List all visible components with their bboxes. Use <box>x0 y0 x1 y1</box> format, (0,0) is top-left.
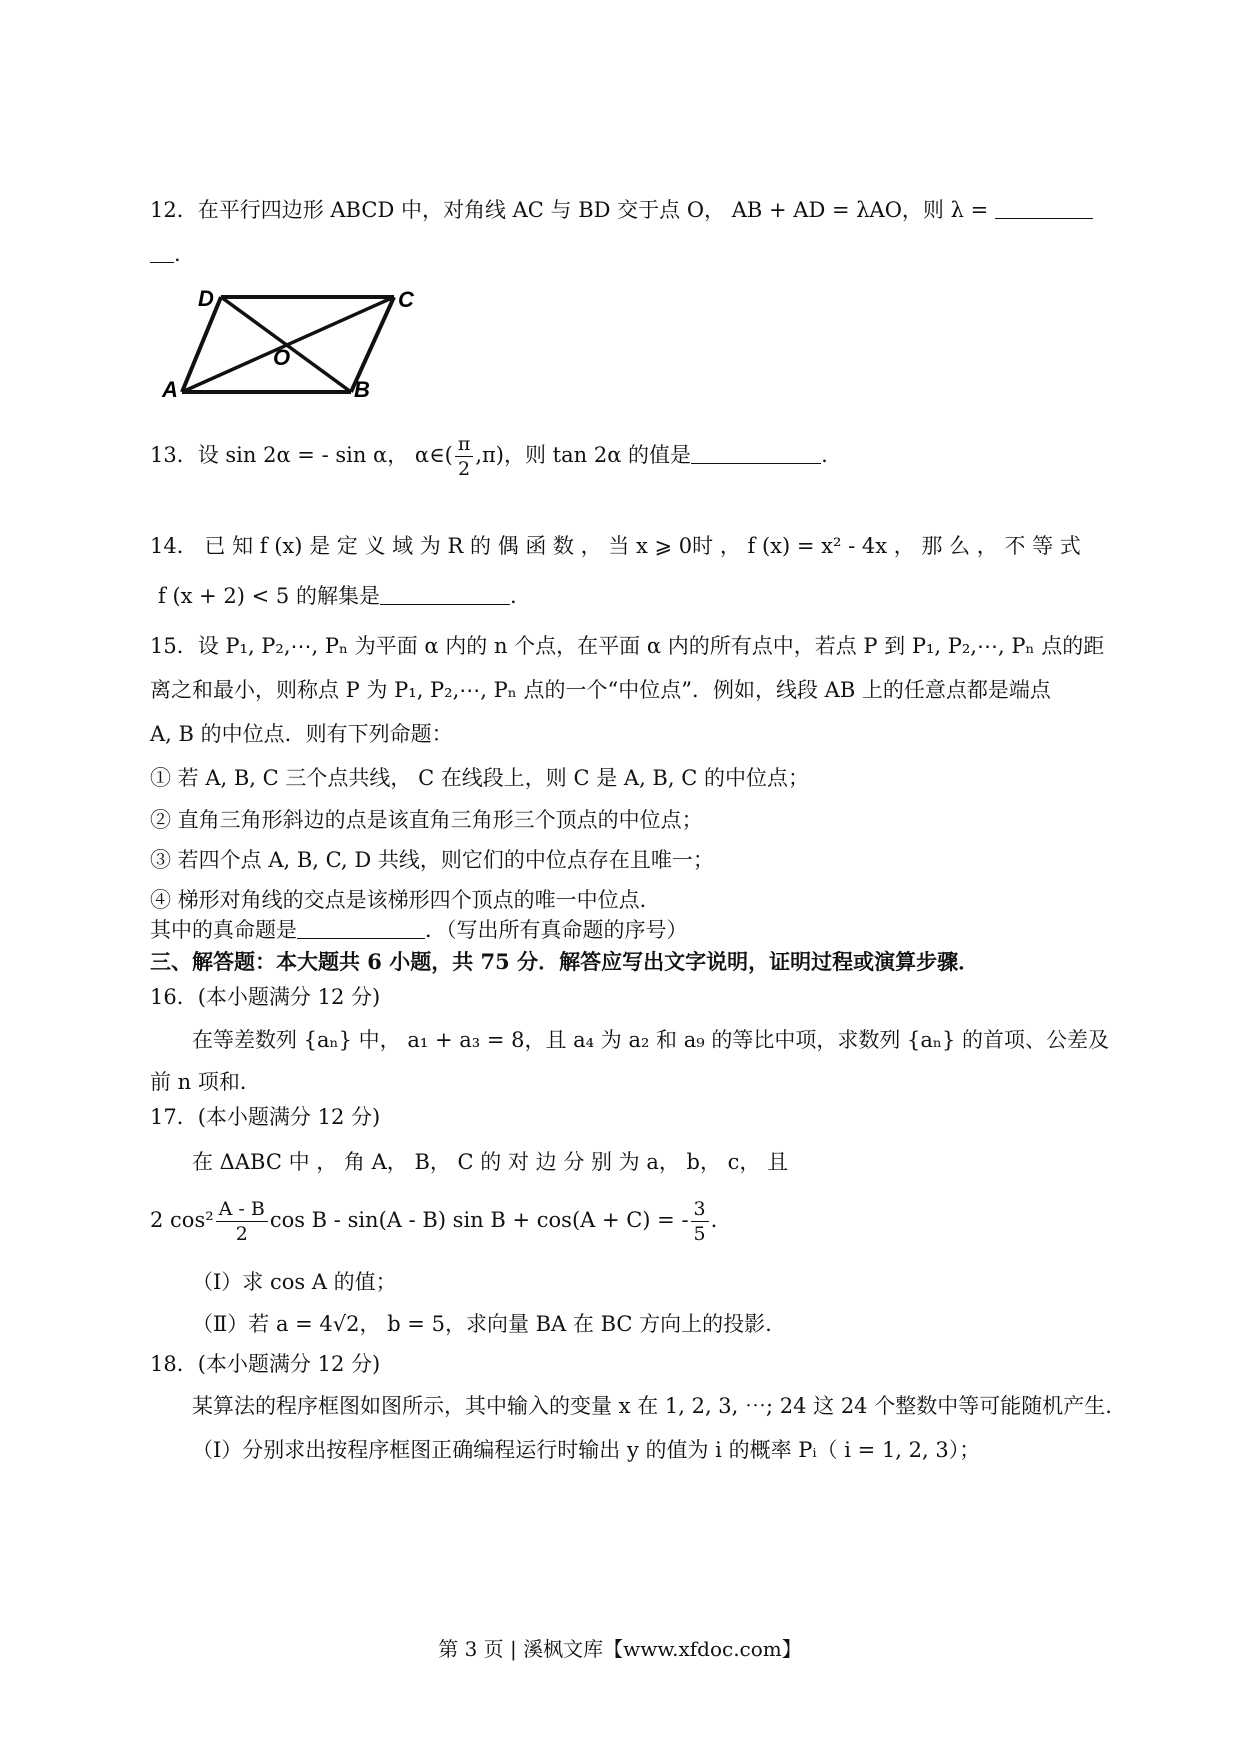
q15-text3: A, B 的中位点．则有下列命题： <box>150 722 453 746</box>
q15-text2: 离之和最小，则称点 P 为 P₁, P₂,⋯, Pₙ 点的一个“中位点”．例如，线段 AB 上的任意点都是端点 <box>150 678 1051 702</box>
q14-line2 <box>158 582 517 610</box>
q17-text1: 在 ΔABC 中 ， 角 A， B， C 的 对 边 分 别 为 a， b， c， 且 <box>192 1150 789 1174</box>
q15-item-4 <box>150 886 661 914</box>
q14-text2: f (x + 2) < 5 的解集是 <box>158 584 380 608</box>
fraction-denominator: 2 <box>235 1223 248 1245</box>
label-d: D <box>198 286 214 311</box>
q13-post: ,π)，则 tan 2α 的值是 <box>475 443 692 467</box>
q12-text: 12．在平行四边形 ABCD 中，对角线 AC 与 BD 交于点 O， AB + AD = λAO，则 λ = <box>150 198 995 222</box>
formula-end: . <box>710 1208 718 1232</box>
q14-line1 <box>150 532 1081 560</box>
q15-item-text: ① 若 A, B, C 三个点共线， C 在线段上，则 C 是 A, B, C 的中位点； <box>150 766 809 790</box>
q12-line2 <box>150 240 181 268</box>
answer-blank <box>995 198 1093 219</box>
q17-part1-text: （Ⅰ）求 cos A 的值； <box>192 1270 397 1294</box>
q17-head <box>150 1103 380 1131</box>
q16-head <box>150 983 380 1011</box>
fraction-3-over-5 <box>691 1197 709 1246</box>
section-heading <box>150 948 979 976</box>
q15-text1: 15．设 P₁, P₂,⋯, Pₙ 为平面 α 内的 n 个点，在平面 α 内的所有点中，若点 P 到 P₁, P₂,⋯, Pₙ 点的距 <box>150 634 1105 658</box>
q15-item-text: ③ 若四个点 A, B, C, D 共线，则它们的中位点存在且唯一； <box>150 848 714 872</box>
answer-blank <box>380 584 510 605</box>
q14-text: 14． 已 知 f (x) 是 定 义 域 为 R 的 偶 函 数 ， 当 x ⩾ 0时 ， f (x) = x² - 4x ， 那 么 ， 不 等 式 <box>150 534 1081 558</box>
q17-part2 <box>192 1310 772 1338</box>
q16-text2: 前 n 项和． <box>150 1070 261 1094</box>
label-c: C <box>398 287 414 312</box>
q17-head-text: 17．(本小题满分 12 分) <box>150 1105 381 1129</box>
page-footer: 第 3 页 | 溪枫文库【www.xfdoc.com】 <box>438 1637 802 1661</box>
q13-pre: 13．设 sin 2α = - sin α， α∈( <box>150 443 453 467</box>
q13-end: . <box>821 443 828 467</box>
fraction-pi-over-2 <box>455 432 474 481</box>
q15-answer-pre: 其中的真命题是 <box>150 918 297 942</box>
q15-item-2 <box>150 806 703 834</box>
fraction-numerator: 3 <box>691 1197 709 1222</box>
q17-line1 <box>192 1148 788 1176</box>
q15-item-text: ④ 梯形对角线的交点是该梯形四个顶点的唯一中位点． <box>150 888 661 912</box>
q15-line1 <box>150 632 1104 660</box>
q12-end: . <box>174 242 181 266</box>
fraction-numerator: π <box>455 432 474 457</box>
q17-formula <box>150 1190 717 1250</box>
q15-answer-post: ．（写出所有真命题的序号） <box>425 918 688 942</box>
q15-line3 <box>150 720 453 748</box>
fraction-a-minus-b-over-2 <box>216 1197 268 1246</box>
q16-line2 <box>150 1068 261 1096</box>
q18-part1-text: （Ⅰ）分别求出按程序框图正确编程运行时输出 y 的值为 i 的概率 Pᵢ（ i = 1, 2, 3）； <box>192 1438 981 1462</box>
q16-line1 <box>192 1026 1109 1054</box>
q17-part1 <box>192 1268 397 1296</box>
q15-item-1 <box>150 764 809 792</box>
label-a: A <box>162 377 178 400</box>
label-b: B <box>354 377 370 400</box>
fraction-denominator: 2 <box>458 458 471 480</box>
q16-text1: 在等差数列 {aₙ} 中， a₁ + a₃ = 8，且 a₄ 为 a₂ 和 a₉ 的等比中项，求数列 {aₙ} 的首项、公差及 <box>192 1028 1110 1052</box>
q15-line2 <box>150 676 1051 704</box>
fraction-denominator: 5 <box>693 1223 706 1245</box>
q12-line1 <box>150 196 1093 224</box>
q17-part2-text: （Ⅱ）若 a = 4√2， b = 5，求向量 BA 在 BC 方向上的投影. <box>192 1312 772 1336</box>
answer-blank <box>297 918 425 939</box>
answer-blank <box>691 443 821 464</box>
q15-item-text: ② 直角三角形斜边的点是该直角三角形三个顶点的中位点； <box>150 808 703 832</box>
parallelogram-figure <box>158 285 428 400</box>
q18-head <box>150 1350 380 1378</box>
q18-text1: 某算法的程序框图如图所示，其中输入的变量 x 在 1, 2, 3, ⋯; 24 这 24 个整数中等可能随机产生. <box>192 1394 1112 1418</box>
fraction-numerator: A - B <box>216 1197 268 1222</box>
q16-head-text: 16．(本小题满分 12 分) <box>150 985 381 1009</box>
q15-answer <box>150 916 688 944</box>
q18-head-text: 18．(本小题满分 12 分) <box>150 1352 381 1376</box>
formula-mid: cos B - sin(A - B) sin B + cos(A + C) = - <box>269 1208 689 1232</box>
q14-end: . <box>509 584 517 608</box>
q18-line1 <box>192 1392 1112 1420</box>
q18-part1 <box>192 1436 980 1464</box>
q13-line <box>150 432 828 481</box>
q15-item-3 <box>150 846 714 874</box>
label-o: O <box>273 345 291 370</box>
answer-blank <box>150 242 174 263</box>
section-heading-text: 三、解答题：本大题共 6 小题，共 75 分．解答应写出文字说明，证明过程或演算步骤． <box>150 949 980 974</box>
formula-pre: 2 cos² <box>150 1208 214 1232</box>
